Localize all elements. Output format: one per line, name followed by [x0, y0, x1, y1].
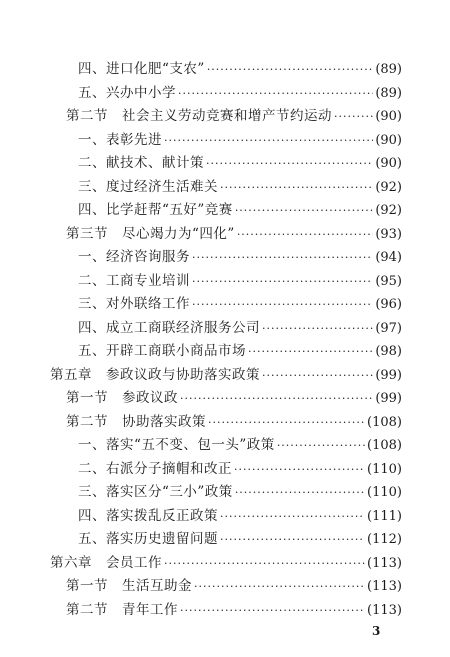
toc-label: 一、经济咨询服务: [78, 249, 190, 265]
toc-page: (99): [375, 368, 402, 383]
toc-label: 二、献技术、献计策: [78, 155, 204, 171]
toc-entry: [66, 105, 402, 127]
toc-label: 三、对外联络工作: [78, 296, 190, 312]
leader-dots: [180, 600, 365, 622]
toc-label: 四、进口化肥“支农”: [78, 61, 205, 77]
toc-label: 四、落实拨乱反正政策: [78, 508, 218, 524]
toc-label: 第二节 协助落实政策: [66, 414, 206, 430]
toc-entry: [66, 387, 402, 409]
toc-label: 第五章 参政议政与协助落实政策: [50, 367, 260, 383]
leader-dots: [262, 318, 373, 340]
toc-label: 一、落实“五不变、包一头”政策: [78, 437, 275, 453]
toc-entry: [78, 505, 402, 527]
toc-entry: [78, 340, 402, 362]
toc-page: (92): [375, 180, 402, 195]
toc-page: (108): [367, 415, 402, 430]
toc-label: 四、成立工商联经济服务公司: [78, 320, 260, 336]
toc-page: (110): [367, 462, 402, 477]
toc-page: (110): [367, 485, 402, 500]
toc-page: (98): [375, 344, 402, 359]
leader-dots: [237, 224, 374, 246]
toc-page: (96): [375, 297, 402, 312]
toc-label: 五、开辟工商联小商品市场: [78, 343, 246, 359]
toc-page: (89): [375, 86, 402, 101]
leader-dots: [164, 553, 365, 575]
toc-label: 五、兴办中小学: [78, 85, 176, 101]
toc-page: (95): [375, 274, 402, 289]
toc-entry: [66, 575, 402, 597]
toc-label: 三、落实区分“三小”政策: [78, 484, 233, 500]
toc-page: (90): [375, 109, 402, 124]
toc-label: 三、度过经济生活难关: [78, 179, 218, 195]
toc-page: (113): [367, 603, 402, 618]
toc-page: (94): [375, 250, 402, 265]
toc-label: 第二节 青年工作: [66, 602, 178, 618]
leader-dots: [208, 412, 365, 434]
leader-dots: [207, 59, 374, 81]
toc-page: (108): [367, 438, 402, 453]
leader-dots: [178, 83, 373, 105]
leader-dots: [220, 506, 365, 528]
toc-page: (97): [375, 321, 402, 336]
toc-label: 第三节 尽心竭力为“四化”: [66, 226, 235, 242]
leader-dots: [248, 341, 373, 363]
toc-entry: [78, 152, 402, 174]
toc-entry: [78, 481, 402, 503]
toc-page: (112): [367, 532, 402, 547]
toc-entry: [78, 58, 402, 80]
toc-label: 五、落实历史遗留问题: [78, 531, 218, 547]
toc-entry: [78, 458, 402, 480]
toc-label: 第二节 社会主义劳动竞赛和增产节约运动: [66, 108, 332, 124]
toc-page: (113): [367, 556, 402, 571]
toc-page: (93): [375, 227, 402, 242]
leader-dots: [206, 153, 373, 175]
toc-entry: [78, 176, 402, 198]
toc-page: (111): [367, 509, 402, 524]
toc-label: 第六章 会员工作: [50, 555, 162, 571]
leader-dots: [277, 435, 365, 457]
toc-entry: [66, 223, 402, 245]
toc-entry: [66, 599, 402, 621]
toc-label: 第一节 参政议政: [66, 390, 178, 406]
toc-entry: [78, 246, 402, 268]
toc-page: (90): [375, 133, 402, 148]
leader-dots: [235, 482, 365, 504]
toc-page: (89): [375, 62, 402, 77]
toc-entry: [66, 411, 402, 433]
leader-dots: [262, 365, 373, 387]
toc-entry: [50, 552, 402, 574]
toc-label: 二、右派分子摘帽和改正: [78, 461, 232, 477]
toc-entry: [78, 199, 402, 221]
toc-label: 第一节 生活互助金: [66, 578, 192, 594]
toc-label: 二、工商专业培训: [78, 273, 190, 289]
leader-dots: [220, 177, 373, 199]
leader-dots: [235, 200, 374, 222]
page-number: 3: [372, 624, 381, 638]
toc-entry: [78, 317, 402, 339]
toc-page: (99): [375, 391, 402, 406]
leader-dots: [192, 294, 373, 316]
toc-entry: [78, 528, 402, 550]
toc-page: (113): [367, 579, 402, 594]
toc-entry: [50, 364, 402, 386]
toc-page: (90): [375, 156, 402, 171]
leader-dots: [164, 130, 373, 152]
leader-dots: [234, 459, 365, 481]
toc-entry: [78, 129, 402, 151]
leader-dots: [194, 576, 365, 598]
toc-label: 四、比学赶帮“五好”竞赛: [78, 202, 233, 218]
leader-dots: [192, 271, 373, 293]
toc-entry: [78, 293, 402, 315]
leader-dots: [192, 247, 373, 269]
toc-page: (92): [375, 203, 402, 218]
leader-dots: [180, 388, 373, 410]
toc-label: 一、表彰先进: [78, 132, 162, 148]
leader-dots: [334, 106, 373, 128]
toc-entry: [78, 270, 402, 292]
toc-entry: [78, 82, 402, 104]
leader-dots: [220, 529, 365, 551]
toc-entry: [78, 434, 402, 456]
